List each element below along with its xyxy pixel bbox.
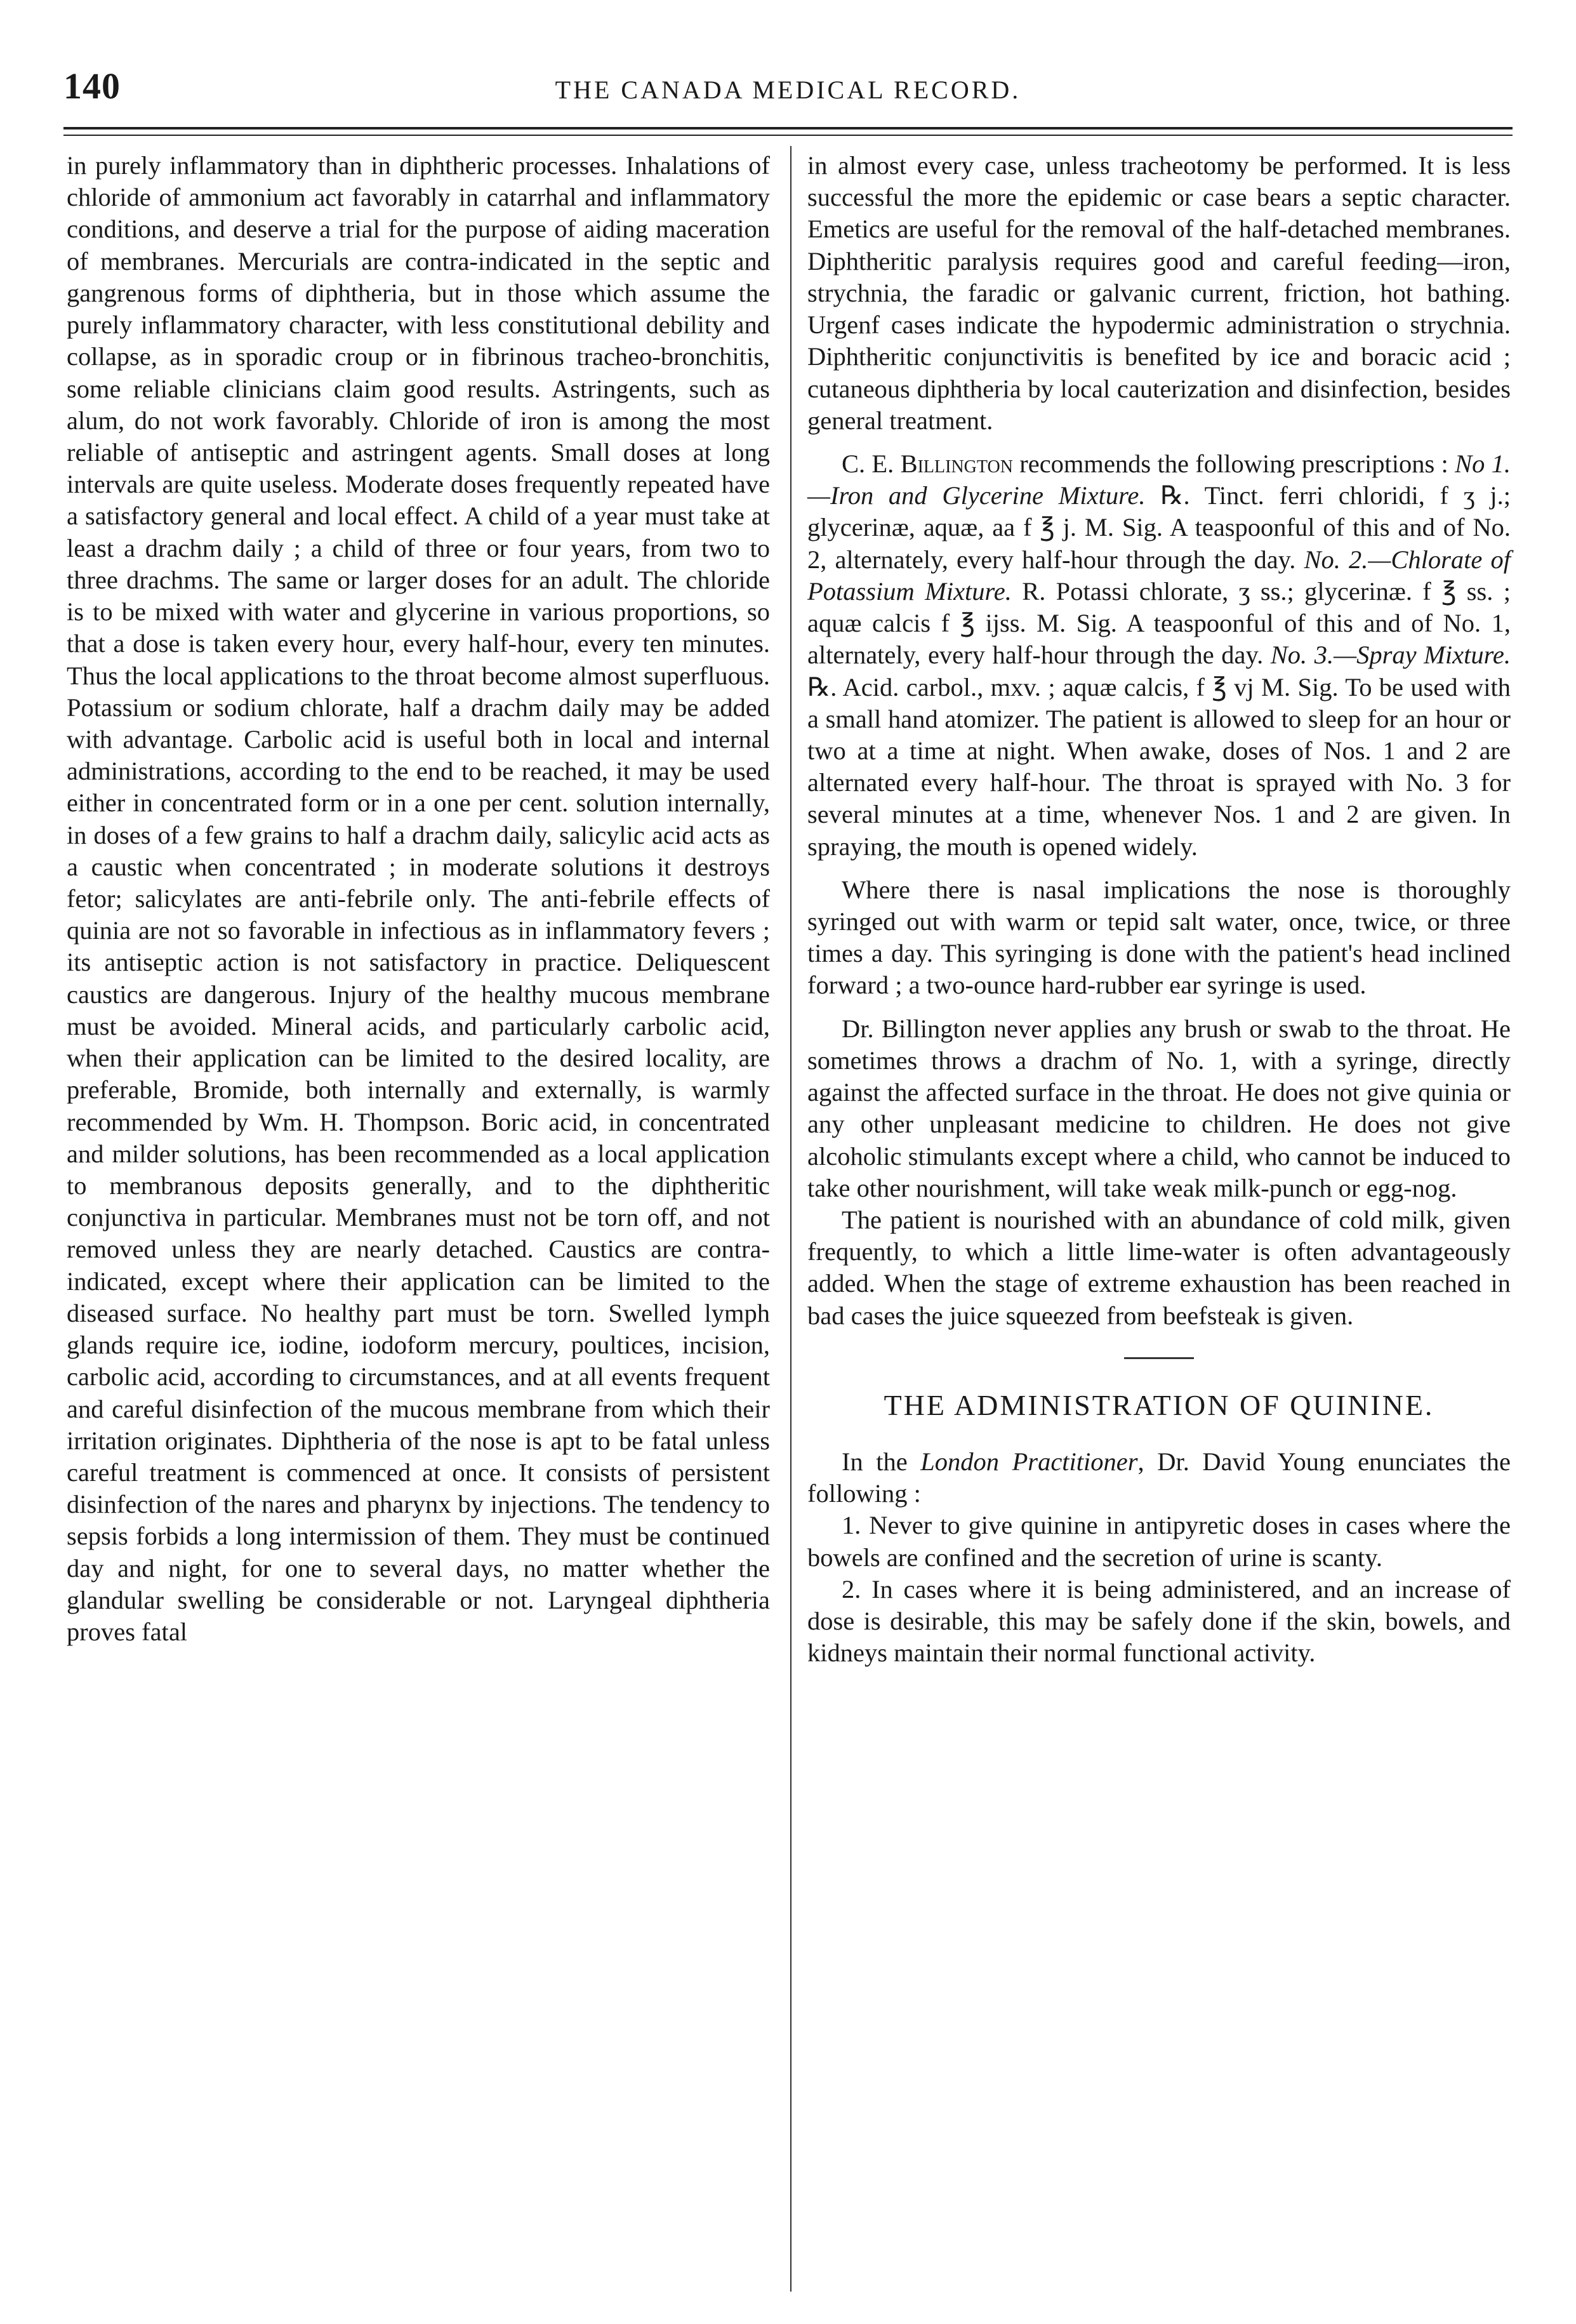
quinine-intro xyxy=(807,1446,1511,1510)
section-title: THE ADMINISTRATION OF QUININE. xyxy=(884,1388,1434,1421)
quinine-rule-2: 2. In cases where it is being administered, and an increase of dose is desirable, this may be safely done if the skin, bowels, and kidneys maintain their normal functional activity. xyxy=(807,1574,1511,1668)
prescription-2-title: No. 2.—Chlorate of Potassium Mixture. xyxy=(807,545,1511,606)
text-run: In the xyxy=(842,1447,921,1476)
text-run: R. Potassi chlorate, ʒ ss.; glycerinæ. f ℥ ss. ; aquæ calcis f ℥ ijss. M. Sig. A teaspoonful of this and of No. 1, alternately, every half-hour through the day. xyxy=(807,576,1511,670)
running-head: THE CANADA MEDICAL RECORD. xyxy=(555,76,1021,104)
section-separator xyxy=(1124,1357,1194,1359)
right-column xyxy=(807,150,1511,1669)
author-name: C. E. Billington xyxy=(842,449,1013,478)
header-rule xyxy=(63,127,1513,129)
text-run: ℞. Tinct. ferri chloridi, f ʒ j.; glycerinæ, aquæ, aa f ℥ j. M. Sig. A teaspoonful of this and of No. 2, alternately, every half-hour through the day. xyxy=(807,481,1511,574)
column-divider xyxy=(790,146,791,2292)
prescription-3-title: No. 3.—Spray Mixture. xyxy=(1270,641,1511,670)
left-column xyxy=(67,150,770,1648)
text-run: , Dr. David Young enunciates the following : xyxy=(807,1447,1511,1508)
right-paragraph-1: in almost every case, unless tracheotomy be performed. It is less successful the more the epidemic or case bears a septic character. Emetics are useful for the removal of the half-detached membranes. Diphtheritic paralysis requires good and careful feeding—iron, strychnia, the faradic or galvanic current, friction, hot bathing. Urgenf cases indicate the hypodermic administration o strychnia. Diphtheritic conjunctivitis is benefited by ice and boracic acid ; cutaneous diphtheria by local cauterization and disinfection, besides general treatment. xyxy=(807,151,1511,435)
billington-paragraph: Dr. Billington never applies any brush or swab to the throat. He sometimes throws a drachm of No. 1, with a syringe, directly against the affected surface in the throat. He does not give quinia or any other unpleasant medicine to children. He does not give alcoholic stimulants except where a child, who cannot be induced to take other nourishment, will take weak milk-punch or egg-nog. xyxy=(807,1014,1511,1202)
header-rule-thin xyxy=(63,135,1513,136)
prescriptions-paragraph xyxy=(807,448,1511,863)
nasal-paragraph: Where there is nasal implications the nose is thoroughly syringed out with warm or tepid salt water, once, twice, or three times a day. This syringing is done with the patient's head inclined forward ; a two-ounce hard-rubber ear syringe is used. xyxy=(807,875,1511,1000)
text-run: recommends the following prescriptions : xyxy=(1012,449,1455,478)
prescription-1-title: No 1.—Iron and Glycerine Mixture. xyxy=(807,449,1511,510)
text-run: ℞. Acid. carbol., mxv. ; aquæ calcis, f ℥ vj M. Sig. To be used with a small hand atomizer. The patient is allowed to sleep for an hour or two at a time at night. When awake, doses of Nos. 1 and 2 are alternated every half-hour. The throat is sprayed with No. 3 for several minutes at a time, whenever Nos. 1 and 2 are given. In spraying, the mouth is opened widely. xyxy=(807,672,1511,861)
quinine-rule-1: 1. Never to give quinine in antipyretic doses in cases where the bowels are confined and the secretion of urine is scanty. xyxy=(807,1511,1511,1572)
left-paragraph: in purely inflammatory than in diphtheric processes. Inhalations of chloride of ammonium act favorably in catarrhal and inflammatory conditions, and deserve a trial for the purpose of aiding maceration of membranes. Mercurials are contra-indicated in the septic and gangrenous forms of diphtheria, but in those which assume the purely inflammatory character, with less constitutional debility and collapse, as in sporadic croup or in fibrinous tracheo-bronchitis, some reliable clinicians claim good results. Astringents, such as alum, do not work favorably. Chloride of iron is among the most reliable of antiseptic and astringent agents. Small doses at long intervals are quite useless. Moderate doses frequently repeated have a satisfactory general and local effect. A child of a year must take at least a drachm daily ; a child of three or four years, from two to three drachms. The same or larger doses for an adult. The chloride is to be mixed with water and glycerine in various proportions, so that a dose is taken every hour, every half-hour, every ten minutes. Thus the local applications to the throat become almost superfluous. Potassium or sodium chlorate, half a drachm daily may be added with advantage. Carbolic acid is useful both in local and internal administrations, according to the end to be reached, it may be used either in concentrated form or in a one per cent. solution internally, in doses of a few grains to half a drachm daily, salicylic acid acts as a caustic when concentrated ; in moderate solutions it destroys fetor; salicylates are anti-febrile only. The anti-febrile effects of quinia are not so favorable in infectious as in inflammatory fevers ; its antiseptic action is not satisfactory in practice. Deliquescent caustics are dangerous. Injury of the healthy mucous membrane must be avoided. Mineral acids, and particularly carbolic acid, when their application can be limited to the desired locality, are preferable, Bromide, both internally and externally, is warmly recommended by Wm. H. Thompson. Boric acid, in concentrated and milder solutions, has been recommended as a local application to membranous deposits generally, and to the diphtheritic conjunctiva in particular. Membranes must not be torn off, and not removed unless they are nearly detached. Caustics are contra-indicated, except where their application can be limited to the diseased surface. No healthy part must be torn. Swelled lymph glands require ice, iodine, iodoform mercury, poultices, incision, carbolic acid, according to circumstances, and at all events frequent and careful disinfection of the mucous membrane from which their irritation originates. Diphtheria of the nose is apt to be fatal unless careful treatment is commenced at once. It consists of persistent disinfection of the nares and pharynx by injections. The tendency to sepsis forbids a long intermission of them. They must be continued day and night, for one to several days, no matter whether the glandular swelling be considerable or not. Laryngeal diphtheria proves fatal xyxy=(67,151,770,1647)
page-number: 140 xyxy=(63,65,121,107)
nourishment-paragraph: The patient is nourished with an abundance of cold milk, given frequently, to which a little lime-water is often advantageously added. When the stage of extreme exhaustion has been reached in bad cases the juice squeezed from beefsteak is given. xyxy=(807,1205,1511,1330)
page-header xyxy=(63,51,1513,121)
source-title: London Practitioner xyxy=(920,1447,1138,1476)
